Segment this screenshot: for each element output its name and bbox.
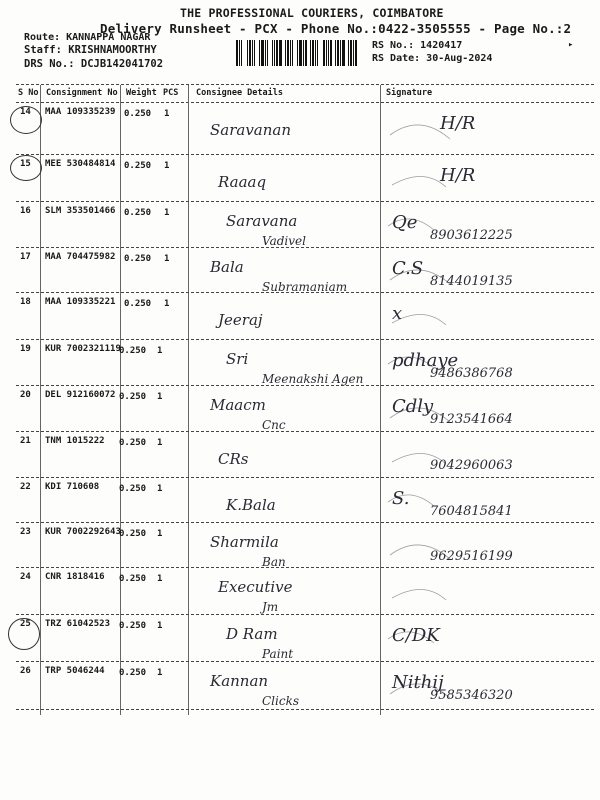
pcs-value: 1	[157, 484, 163, 494]
weight-value: 0.250	[119, 668, 147, 678]
weight-value: 0.250	[119, 574, 147, 584]
signature-stroke	[392, 453, 446, 464]
table-row	[0, 568, 600, 616]
barcode-bar	[276, 40, 278, 66]
signature-phone: 8144019135	[430, 274, 513, 289]
weight-value: 0.250	[124, 161, 152, 171]
signature-mark: C/DK	[392, 625, 440, 646]
weight-value: 0.250	[124, 109, 152, 119]
consignment-number: CNR 1818416	[45, 572, 105, 582]
rs-number: RS No.: 1420417	[372, 40, 463, 51]
consignment-number: DEL 912160072	[45, 390, 116, 400]
signature-scribble	[380, 295, 595, 341]
consignee-detail: Subramaniam	[262, 280, 348, 294]
signature-phone: 8903612225	[430, 228, 513, 243]
consignee-name: CRs	[218, 450, 249, 468]
barcode-bar	[272, 40, 273, 66]
consignee-name: Maacm	[210, 396, 266, 414]
signature-mark: S.	[392, 488, 410, 509]
barcode-bar	[261, 40, 264, 66]
consignment-number: MEE 530484814	[45, 159, 116, 169]
signature-scribble	[380, 204, 595, 250]
table-row	[0, 478, 600, 526]
pcs-value: 1	[157, 392, 163, 402]
consignee-name: Saravanan	[210, 121, 292, 139]
signature-scribble	[380, 157, 595, 203]
serial-number: 20	[20, 390, 31, 400]
signature-mark: H/R	[440, 165, 476, 186]
serial-number: 17	[20, 252, 31, 262]
signature-stroke	[392, 176, 446, 187]
barcode-bar	[348, 40, 349, 66]
barcode-bar	[292, 40, 293, 66]
barcode-bar	[241, 40, 242, 66]
pcs-value: 1	[164, 109, 170, 119]
serial-number: 25	[20, 619, 31, 629]
serial-number: 24	[20, 572, 31, 582]
serial-number: 21	[20, 436, 31, 446]
signature-stroke	[390, 545, 450, 559]
signature-phone: 9042960063	[430, 458, 513, 473]
divider	[16, 84, 594, 85]
weight-value: 0.250	[119, 346, 147, 356]
consignee-detail: Cnc	[262, 418, 286, 432]
signature-stroke	[390, 270, 450, 284]
barcode-bar	[265, 40, 266, 66]
table-row	[0, 432, 600, 480]
barcode-bar	[342, 40, 345, 66]
signature-scribble	[380, 525, 595, 571]
weight-value: 0.250	[119, 484, 147, 494]
signature-scribble	[380, 388, 595, 434]
signature-stroke	[388, 632, 434, 643]
col-header-consignee: Consignee Details	[196, 88, 283, 98]
serial-number: 14	[20, 107, 31, 117]
consignee-name: Executive	[218, 578, 293, 596]
barcode-bar	[249, 40, 251, 66]
consignee-name: Sri	[226, 350, 249, 368]
signature-mark: Qe	[392, 212, 418, 233]
weight-value: 0.250	[119, 621, 147, 631]
signature-stroke	[392, 314, 446, 325]
consignment-number: TNM 1015222	[45, 436, 105, 446]
barcode-bar	[290, 40, 291, 66]
weight-value: 0.250	[119, 392, 147, 402]
consignee-detail: Meenakshi Agen	[262, 372, 364, 386]
table-row	[0, 386, 600, 434]
staff-label: Staff: KRISHNAMOORTHY	[24, 44, 157, 56]
barcode-bar	[340, 40, 341, 66]
runsheet-title: Delivery Runsheet - PCX - Phone No.:0422-3505555 - Page No.:2	[100, 21, 572, 36]
barcode-bar	[330, 40, 332, 66]
barcode-bar	[335, 40, 336, 66]
signature-phone: 7604815841	[430, 504, 513, 519]
table-row	[0, 340, 600, 388]
serial-number: 19	[20, 344, 31, 354]
consignee-name: Kannan	[210, 672, 269, 690]
signature-scribble	[380, 342, 595, 388]
barcode-bar	[236, 40, 238, 66]
barcode-bar	[247, 40, 248, 66]
weight-value: 0.250	[124, 299, 152, 309]
consignment-number: MAA 109335239	[45, 107, 116, 117]
pcs-value: 1	[157, 346, 163, 356]
table-row	[0, 662, 600, 710]
signature-phone: 9629516199	[430, 549, 513, 564]
weight-value: 0.250	[119, 438, 147, 448]
table-row	[0, 103, 600, 151]
barcode-bar	[287, 40, 289, 66]
signature-mark: pdhaye	[392, 350, 459, 371]
barcode-bar	[310, 40, 311, 66]
barcode-bar	[285, 40, 286, 66]
consignee-detail: Jm	[262, 600, 279, 614]
page-marker-icon: ▸	[568, 40, 574, 50]
pcs-value: 1	[157, 438, 163, 448]
signature-scribble	[380, 105, 595, 151]
pcs-value: 1	[157, 529, 163, 539]
row-divider	[16, 709, 594, 710]
signature-phone: 9486386768	[430, 366, 513, 381]
col-header-pcs: PCS	[163, 88, 179, 98]
weight-value: 0.250	[124, 208, 152, 218]
pen-circle-mark	[10, 106, 42, 134]
table-row	[0, 293, 600, 341]
signature-stroke	[390, 125, 450, 139]
barcode-bar	[254, 40, 255, 66]
barcode-bar	[303, 40, 304, 66]
consignee-detail: Paint	[262, 647, 294, 661]
pen-circle-mark	[8, 618, 40, 650]
signature-stroke	[390, 684, 450, 698]
signature-scribble	[380, 434, 595, 480]
barcode-bar	[267, 40, 268, 66]
signature-stroke	[390, 408, 450, 422]
serial-number: 22	[20, 482, 31, 492]
pen-circle-mark	[10, 155, 42, 181]
consignment-number: SLM 353501466	[45, 206, 116, 216]
col-header-sno: S No	[18, 88, 39, 98]
col-header-consignment: Consignment No	[46, 88, 118, 98]
barcode-bar	[312, 40, 314, 66]
serial-number: 18	[20, 297, 31, 307]
signature-scribble	[380, 570, 595, 616]
drs-number: DRS No.: DCJB142041702	[24, 58, 164, 70]
signature-phone: 9123541664	[430, 412, 513, 427]
consignment-number: MAA 109335221	[45, 297, 116, 307]
consignee-name: Saravana	[226, 212, 298, 230]
signature-stroke	[388, 357, 434, 368]
consignee-detail: Vadivel	[262, 234, 306, 248]
barcode-bar	[297, 40, 298, 66]
pcs-value: 1	[157, 621, 163, 631]
pcs-value: 1	[164, 161, 170, 171]
signature-phone: 9585346320	[430, 688, 513, 703]
signature-stroke	[388, 219, 434, 230]
weight-value: 0.250	[124, 254, 152, 264]
company-name: THE PROFESSIONAL COURIERS, COIMBATORE	[180, 6, 444, 20]
consignment-number: TRP 5046244	[45, 666, 105, 676]
signature-mark: H/R	[440, 113, 476, 134]
barcode-bar	[299, 40, 302, 66]
serial-number: 15	[20, 159, 31, 169]
barcode-bar	[355, 40, 357, 66]
consignment-number: KDI 710608	[45, 482, 100, 492]
table-row	[0, 202, 600, 250]
consignee-name: Sharmila	[210, 533, 279, 551]
barcode-bar	[274, 40, 275, 66]
col-header-signature: Signature	[386, 88, 433, 98]
serial-number: 23	[20, 527, 31, 537]
consignment-number: MAA 704475982	[45, 252, 116, 262]
signature-scribble	[380, 250, 595, 296]
table-row	[0, 523, 600, 571]
barcode-bar	[337, 40, 339, 66]
barcode-image	[236, 40, 366, 66]
barcode-bar	[279, 40, 282, 66]
consignment-number: KUR 7002321119	[45, 344, 121, 354]
pcs-value: 1	[157, 574, 163, 584]
table-row	[0, 615, 600, 663]
barcode-bar	[353, 40, 354, 66]
signature-stroke	[392, 589, 446, 600]
pcs-value: 1	[164, 254, 170, 264]
barcode-bar	[326, 40, 327, 66]
consignment-number: KUR 7002292643	[45, 527, 121, 537]
signature-stroke	[388, 495, 434, 506]
signature-scribble	[380, 480, 595, 526]
barcode-bar	[239, 40, 240, 66]
signature-mark: C.S	[392, 258, 424, 279]
pcs-value: 1	[164, 208, 170, 218]
consignee-name: D Ram	[226, 625, 278, 643]
consignee-detail: Ban	[262, 555, 286, 569]
barcode-bar	[305, 40, 307, 66]
consignment-number: TRZ 61042523	[45, 619, 111, 629]
weight-value: 0.250	[119, 529, 147, 539]
barcode-bar	[252, 40, 253, 66]
consignee-name: Bala	[210, 258, 244, 276]
barcode-bar	[328, 40, 329, 66]
signature-mark: x	[392, 303, 403, 324]
barcode-bar	[350, 40, 352, 66]
pcs-value: 1	[164, 299, 170, 309]
route-label: Route: KANNAPPA NAGAR	[24, 32, 151, 43]
signature-mark: Nithij	[392, 672, 444, 693]
consignee-detail: Clicks	[262, 694, 300, 708]
consignee-name: Jeeraj	[218, 311, 263, 329]
serial-number: 16	[20, 206, 31, 216]
barcode-bar	[315, 40, 316, 66]
table-row	[0, 155, 600, 203]
pcs-value: 1	[157, 668, 163, 678]
col-header-weight: Weight	[126, 88, 157, 98]
serial-number: 26	[20, 666, 31, 676]
rs-date: RS Date: 30-Aug-2024	[372, 53, 493, 64]
barcode-bar	[259, 40, 260, 66]
signature-scribble	[380, 664, 595, 710]
consignee-name: K.Bala	[226, 496, 276, 514]
signature-mark: Cdly	[392, 396, 434, 417]
consignee-name: Raaaq	[218, 173, 267, 191]
table-row	[0, 248, 600, 296]
barcode-bar	[323, 40, 325, 66]
signature-scribble	[380, 617, 595, 663]
barcode-bar	[317, 40, 318, 66]
